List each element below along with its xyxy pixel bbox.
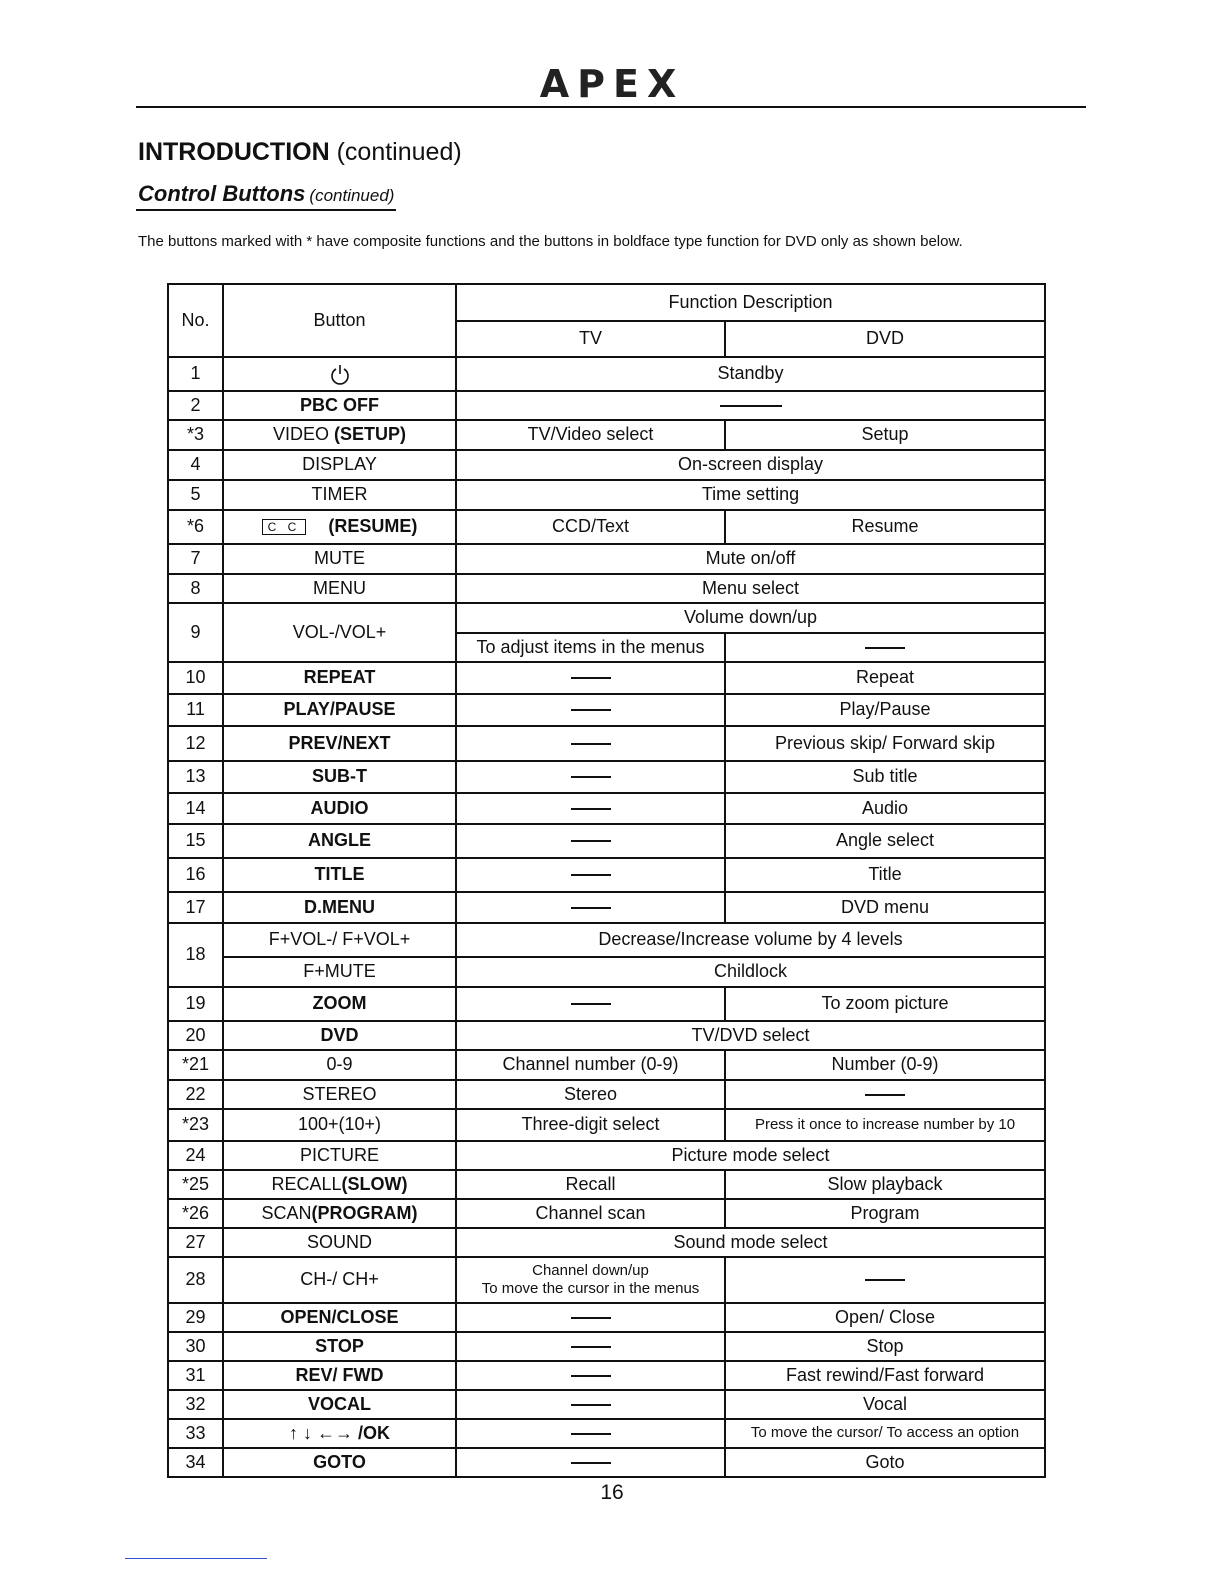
table-row — [168, 1448, 1045, 1477]
subsection-title — [136, 181, 396, 211]
row-no: 12 — [168, 726, 223, 761]
row-button — [223, 510, 456, 544]
dash-mark — [571, 1462, 611, 1464]
row-button: PLAY/PAUSE — [223, 694, 456, 726]
row-dvd — [725, 1257, 1045, 1303]
row-no: 5 — [168, 480, 223, 510]
row-no: 18 — [168, 923, 223, 987]
dash-mark — [571, 874, 611, 876]
dash-mark — [571, 1375, 611, 1377]
dash-mark — [571, 1003, 611, 1005]
row-tv: Channel number (0-9) — [456, 1050, 725, 1080]
button-text-bold: (SETUP) — [334, 424, 406, 445]
page-number: 16 — [600, 1481, 624, 1504]
table-row — [168, 694, 1045, 726]
row-tv: TV/Video select — [456, 420, 725, 450]
row-tv — [456, 892, 725, 923]
table-row — [168, 1257, 1045, 1303]
table-row — [168, 357, 1045, 391]
row-dvd: Press it once to increase number by 10 — [725, 1109, 1045, 1141]
row-no: 33 — [168, 1419, 223, 1448]
dash-mark — [571, 776, 611, 778]
row-function: TV/DVD select — [456, 1021, 1045, 1050]
row-function: Decrease/Increase volume by 4 levels — [456, 923, 1045, 957]
dash-mark — [571, 1346, 611, 1348]
table-row — [168, 1141, 1045, 1170]
button-text: SCAN — [261, 1202, 312, 1223]
dash-mark — [865, 647, 905, 649]
row-no: 2 — [168, 391, 223, 420]
row-button: F+VOL-/ F+VOL+ — [223, 923, 456, 957]
cc-icon: C C — [262, 519, 307, 535]
row-button: CH-/ CH+ — [223, 1257, 456, 1303]
row-button: VOL-/VOL+ — [223, 603, 456, 662]
table-row — [168, 1332, 1045, 1361]
row-tv — [456, 1361, 725, 1390]
row-no: 14 — [168, 793, 223, 824]
table-row — [168, 1390, 1045, 1419]
row-button: MENU — [223, 574, 456, 603]
row-function: Picture mode select — [456, 1141, 1045, 1170]
row-tv — [456, 793, 725, 824]
row-button: TITLE — [223, 858, 456, 892]
row-button: REPEAT — [223, 662, 456, 694]
dash-mark — [571, 907, 611, 909]
table-row — [168, 480, 1045, 510]
table-row — [168, 1419, 1045, 1448]
table-row — [168, 391, 1045, 420]
row-button: MUTE — [223, 544, 456, 574]
row-dvd: Program — [725, 1199, 1045, 1228]
row-button: OPEN/CLOSE — [223, 1303, 456, 1332]
table-row — [168, 1021, 1045, 1050]
header-rule — [136, 106, 1086, 108]
row-no: 24 — [168, 1141, 223, 1170]
row-no: 32 — [168, 1390, 223, 1419]
row-dvd: Goto — [725, 1448, 1045, 1477]
section-title-bold: INTRODUCTION — [138, 138, 330, 166]
row-function: Sound mode select — [456, 1228, 1045, 1257]
control-buttons-table — [167, 283, 1046, 1478]
apex-logo: APEX — [539, 62, 685, 106]
row-tv-line: Channel down/up — [532, 1262, 649, 1279]
row-tv — [456, 662, 725, 694]
row-button: F+MUTE — [223, 957, 456, 987]
row-button: ANGLE — [223, 824, 456, 858]
dash-mark — [571, 677, 611, 679]
row-tv — [456, 1257, 725, 1303]
table-row — [168, 510, 1045, 544]
row-dvd: Stop — [725, 1332, 1045, 1361]
table-row — [168, 450, 1045, 480]
table-row — [168, 923, 1045, 957]
row-button — [223, 1170, 456, 1199]
row-tv — [456, 1332, 725, 1361]
table-row — [168, 544, 1045, 574]
dash-mark — [865, 1094, 905, 1096]
subsection-title-main: Control Buttons — [138, 181, 306, 206]
row-tv: Three-digit select — [456, 1109, 725, 1141]
row-function: Mute on/off — [456, 544, 1045, 574]
row-button: DVD — [223, 1021, 456, 1050]
row-function: Childlock — [456, 957, 1045, 987]
row-no: 28 — [168, 1257, 223, 1303]
button-text-bold: (PROGRAM) — [311, 1202, 418, 1223]
row-dvd: Setup — [725, 420, 1045, 450]
row-dvd: DVD menu — [725, 892, 1045, 923]
button-text: RECALL — [271, 1173, 342, 1194]
row-no: 27 — [168, 1228, 223, 1257]
table-row — [168, 1303, 1045, 1332]
row-no: 34 — [168, 1448, 223, 1477]
row-no: *6 — [168, 510, 223, 544]
dash-mark — [571, 743, 611, 745]
row-no: *25 — [168, 1170, 223, 1199]
row-tv-line: To move the cursor in the menus — [481, 1280, 700, 1297]
row-button: VOCAL — [223, 1390, 456, 1419]
row-no: 19 — [168, 987, 223, 1021]
table-row — [168, 1050, 1045, 1080]
table-row — [168, 603, 1045, 633]
table-row — [168, 1080, 1045, 1109]
row-button: PICTURE — [223, 1141, 456, 1170]
table-row — [168, 824, 1045, 858]
table-row — [168, 1109, 1045, 1141]
row-button: STEREO — [223, 1080, 456, 1109]
dash-mark — [865, 1279, 905, 1281]
intro-note: The buttons marked with * have composite functions and the buttons in boldface type function for DVD only as shown below. — [138, 233, 963, 250]
row-dvd: Sub title — [725, 761, 1045, 793]
row-button: GOTO — [223, 1448, 456, 1477]
table-row — [168, 892, 1045, 923]
row-button: PBC OFF — [223, 391, 456, 420]
row-button: SOUND — [223, 1228, 456, 1257]
row-dvd: To move the cursor/ To access an option — [725, 1419, 1045, 1448]
row-dvd — [725, 633, 1045, 662]
row-no: *26 — [168, 1199, 223, 1228]
row-no: 8 — [168, 574, 223, 603]
row-dvd: Repeat — [725, 662, 1045, 694]
row-no: 30 — [168, 1332, 223, 1361]
row-tv: Recall — [456, 1170, 725, 1199]
row-no: 15 — [168, 824, 223, 858]
row-dvd: Open/ Close — [725, 1303, 1045, 1332]
table-row — [168, 761, 1045, 793]
row-dvd: Audio — [725, 793, 1045, 824]
row-tv — [456, 858, 725, 892]
button-text: VIDEO — [272, 424, 334, 445]
row-no: 4 — [168, 450, 223, 480]
row-button: TIMER — [223, 480, 456, 510]
row-tv — [456, 694, 725, 726]
row-function: On-screen display — [456, 450, 1045, 480]
row-dvd: Slow playback — [725, 1170, 1045, 1199]
row-button: 0-9 — [223, 1050, 456, 1080]
header-dvd: DVD — [725, 321, 1045, 357]
dash-mark — [571, 1433, 611, 1435]
row-no: 17 — [168, 892, 223, 923]
subsection-title-cont: (continued) — [309, 186, 395, 205]
row-button: ↑ ↓ ←→ /OK — [223, 1419, 456, 1448]
header-tv: TV — [456, 321, 725, 357]
row-no: 13 — [168, 761, 223, 793]
row-button: D.MENU — [223, 892, 456, 923]
row-function: Menu select — [456, 574, 1045, 603]
row-function: Volume down/up — [456, 603, 1045, 633]
table-row — [168, 987, 1045, 1021]
header-no: No. — [168, 284, 223, 357]
table-row — [168, 420, 1045, 450]
row-button: REV/ FWD — [223, 1361, 456, 1390]
table-header-row — [168, 284, 1045, 321]
row-dvd: Number (0-9) — [725, 1050, 1045, 1080]
row-no: *3 — [168, 420, 223, 450]
row-tv: CCD/Text — [456, 510, 725, 544]
table-row — [168, 662, 1045, 694]
row-tv — [456, 1448, 725, 1477]
dash-mark — [571, 1317, 611, 1319]
row-function — [456, 391, 1045, 420]
row-dvd: Angle select — [725, 824, 1045, 858]
dash-mark — [720, 405, 782, 407]
table-row — [168, 957, 1045, 987]
row-tv — [456, 987, 725, 1021]
table-row — [168, 1170, 1045, 1199]
table-row — [168, 858, 1045, 892]
button-text-bold: (SLOW) — [341, 1173, 408, 1194]
row-button: AUDIO — [223, 793, 456, 824]
row-no: 1 — [168, 357, 223, 391]
section-title — [138, 138, 462, 167]
row-no: 31 — [168, 1361, 223, 1390]
row-button — [223, 420, 456, 450]
row-dvd — [725, 1080, 1045, 1109]
header-button: Button — [223, 284, 456, 357]
row-no: 10 — [168, 662, 223, 694]
table-row — [168, 793, 1045, 824]
row-no: 20 — [168, 1021, 223, 1050]
table-row — [168, 1228, 1045, 1257]
dash-mark — [571, 808, 611, 810]
row-tv — [456, 1303, 725, 1332]
table-row — [168, 726, 1045, 761]
row-button — [223, 357, 456, 391]
row-dvd: Fast rewind/Fast forward — [725, 1361, 1045, 1390]
row-button: ZOOM — [223, 987, 456, 1021]
row-function: Time setting — [456, 480, 1045, 510]
table-row — [168, 574, 1045, 603]
row-tv — [456, 1390, 725, 1419]
row-button: DISPLAY — [223, 450, 456, 480]
row-no: 11 — [168, 694, 223, 726]
row-dvd: To zoom picture — [725, 987, 1045, 1021]
row-dvd: Resume — [725, 510, 1045, 544]
row-dvd: Play/Pause — [725, 694, 1045, 726]
row-no: 7 — [168, 544, 223, 574]
dash-mark — [571, 1404, 611, 1406]
row-button: 100+(10+) — [223, 1109, 456, 1141]
row-tv: To adjust items in the menus — [456, 633, 725, 662]
row-tv — [456, 1419, 725, 1448]
row-dvd: Title — [725, 858, 1045, 892]
power-icon — [329, 363, 351, 385]
row-function: Standby — [456, 357, 1045, 391]
row-no: 16 — [168, 858, 223, 892]
row-no: 9 — [168, 603, 223, 662]
row-tv — [456, 824, 725, 858]
dash-mark — [571, 709, 611, 711]
row-button: PREV/NEXT — [223, 726, 456, 761]
row-dvd: Vocal — [725, 1390, 1045, 1419]
row-no: *21 — [168, 1050, 223, 1080]
row-no: *23 — [168, 1109, 223, 1141]
row-tv — [456, 726, 725, 761]
row-button: STOP — [223, 1332, 456, 1361]
section-title-rest: (continued) — [329, 138, 462, 166]
header-function: Function Description — [456, 284, 1045, 321]
row-tv: Channel scan — [456, 1199, 725, 1228]
row-button — [223, 1199, 456, 1228]
row-tv — [456, 761, 725, 793]
row-no: 22 — [168, 1080, 223, 1109]
table-row — [168, 1361, 1045, 1390]
row-tv: Stereo — [456, 1080, 725, 1109]
row-button: SUB-T — [223, 761, 456, 793]
dash-mark — [571, 840, 611, 842]
row-no: 29 — [168, 1303, 223, 1332]
footer-link-line — [125, 1558, 267, 1559]
button-text-bold: (RESUME) — [328, 516, 418, 537]
row-dvd: Previous skip/ Forward skip — [725, 726, 1045, 761]
table-row — [168, 1199, 1045, 1228]
